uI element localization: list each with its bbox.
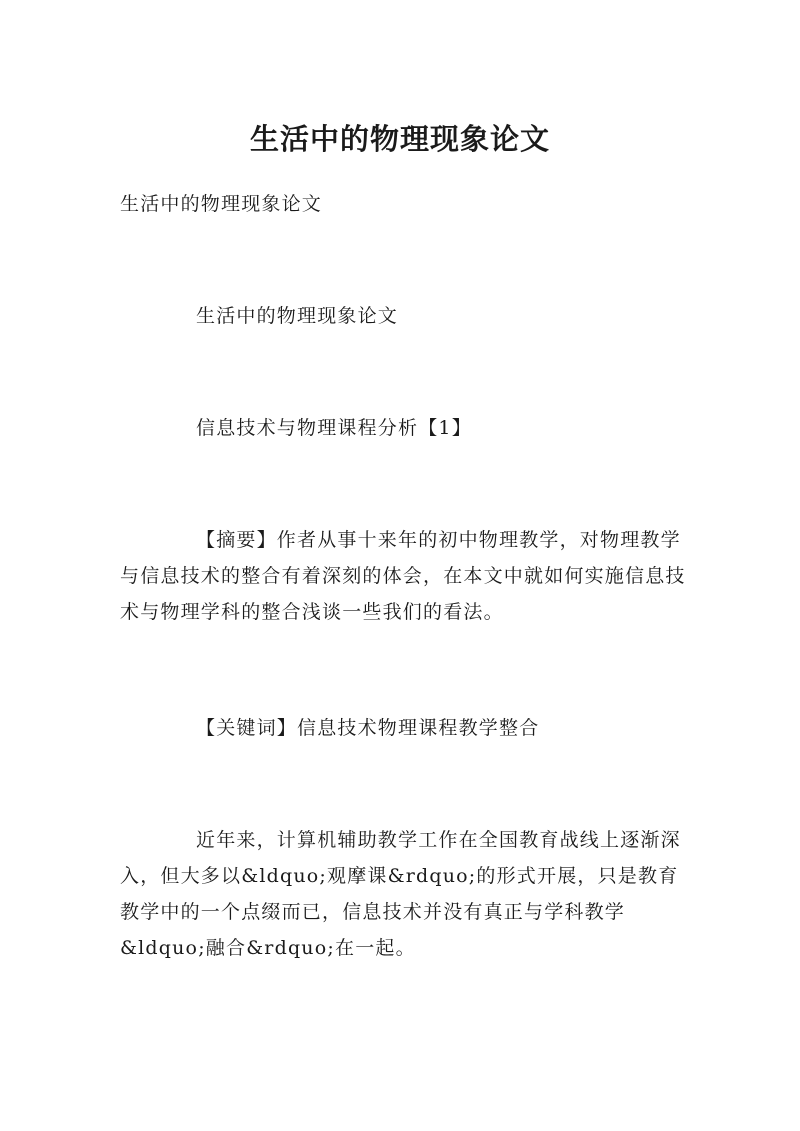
paragraph-subtitle: 生活中的物理现象论文 [120,193,323,215]
paragraph-keywords: 【关键词】信息技术物理课程教学整合 [196,717,540,739]
document-title: 生活中的物理现象论文 [249,122,550,157]
paragraph-abstract: 【摘要】作者从事十来年的初中物理教学，对物理教学与信息技术的整合有着深刻的体会，在本文中就如何实施信息技术与物理学科的整合浅谈一些我们的看法。 [120,529,686,623]
paragraph-heading: 生活中的物理现象论文 [196,305,399,327]
paragraph-section-title: 信息技术与物理课程分析【1】 [196,417,472,439]
paragraph-body: 近年来，计算机辅助教学工作在全国教育战线上逐渐深入，但大多以&ldquo;观摩课&rdquo;的形式开展，只是教育教学中的一个点缀而已，信息技术并没有真正与学科教学&ldquo;融合&rdquo;在一起。 [120,829,681,959]
